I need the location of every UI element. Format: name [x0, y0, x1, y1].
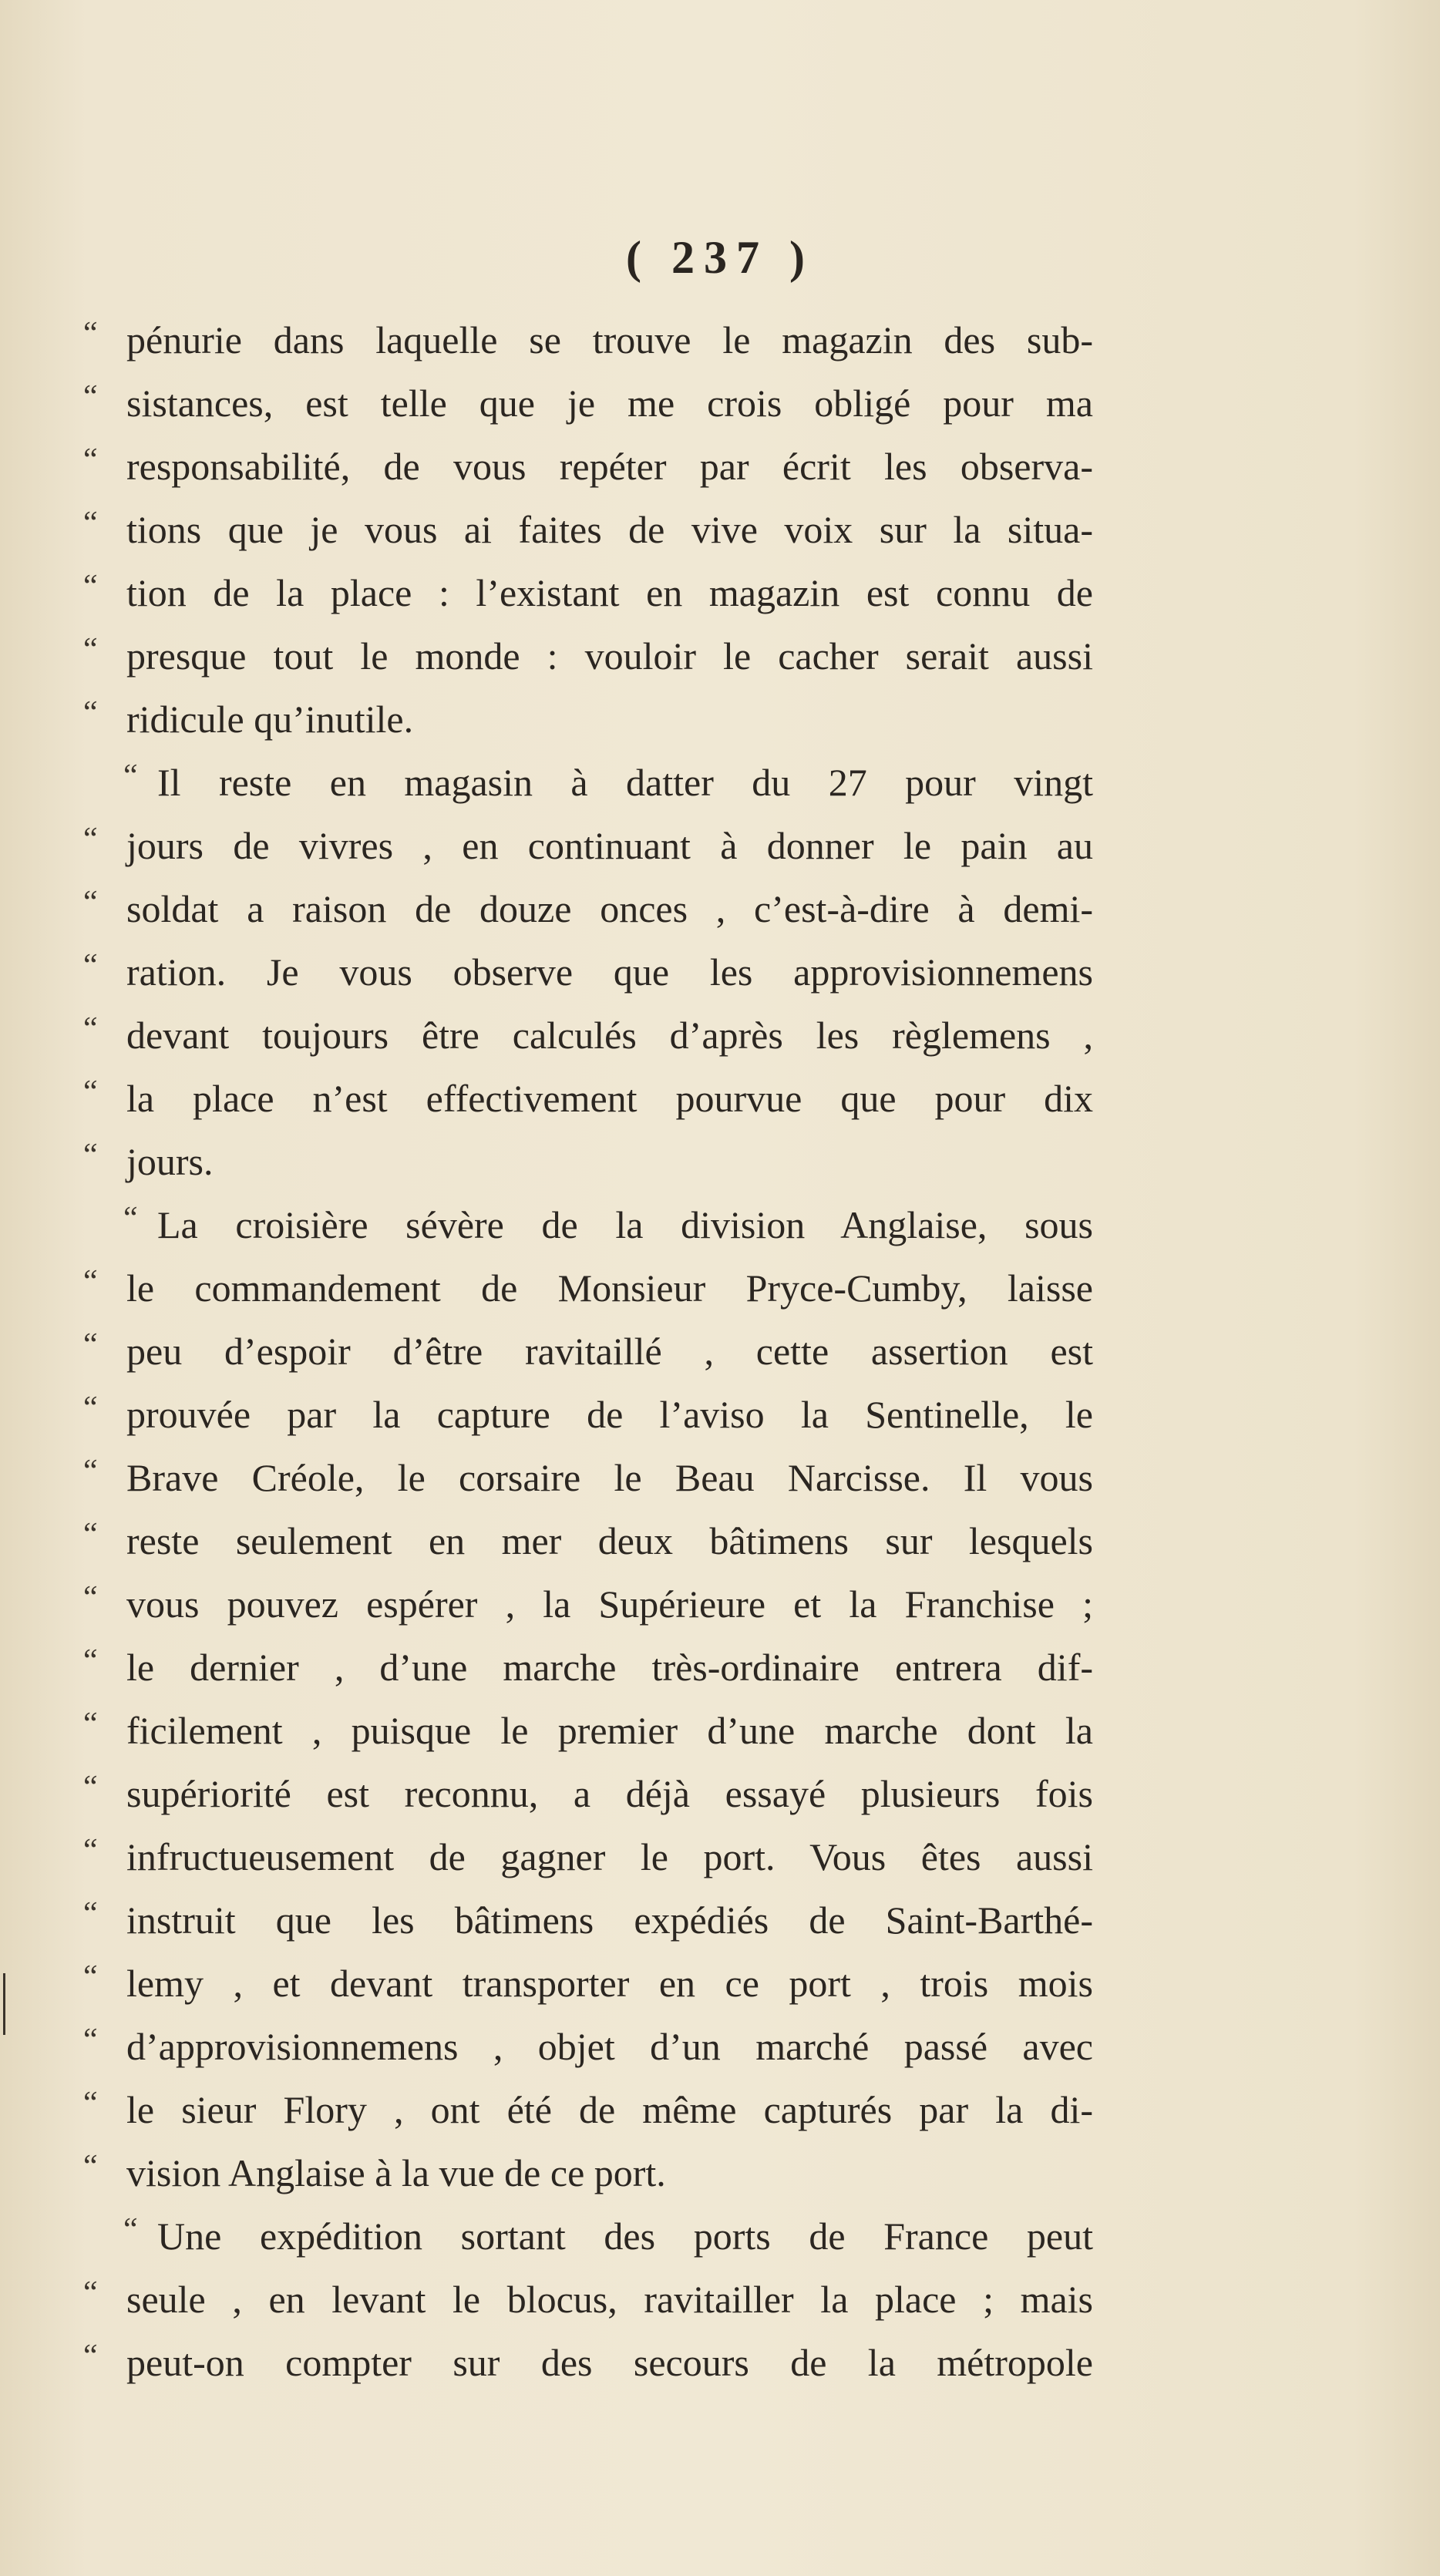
quotation-mark: “ [83, 632, 98, 668]
quotation-mark: “ [83, 442, 98, 478]
text-line [83, 2268, 1093, 2331]
text-line [83, 1825, 1093, 1888]
text-line [83, 1762, 1093, 1825]
quotation-mark: “ [83, 1011, 98, 1047]
text-line [83, 372, 1093, 435]
line-text: Une expédition sortant des ports de France peut [157, 2214, 1093, 2258]
quotation-mark: “ [83, 2339, 98, 2374]
line-text: la place n’est effectivement pourvue que pour dix [126, 1077, 1093, 1120]
text-line [83, 308, 1093, 372]
text-line [83, 1320, 1093, 1383]
quotation-mark: “ [83, 948, 98, 984]
quotation-mark: “ [83, 316, 98, 351]
text-line [83, 1572, 1093, 1636]
line-text: jours. [126, 1140, 214, 1183]
line-text: peut-on compter sur des secours de la métropole [126, 2341, 1093, 2384]
text-line [83, 751, 1093, 814]
text-line [83, 1509, 1093, 1572]
quotation-mark: “ [83, 2149, 98, 2184]
text-line [83, 1699, 1093, 1762]
quotation-mark: “ [83, 1959, 98, 1995]
line-text: La croisière sévère de la division Anglaise, sous [157, 1203, 1093, 1246]
text-line [83, 2078, 1093, 2141]
line-text: pénurie dans laquelle se trouve le magazin des sub- [126, 318, 1093, 362]
text-line [83, 1888, 1093, 1952]
line-text: ration. Je vous observe que les approvisionnemens [126, 950, 1093, 994]
text-line [83, 1446, 1093, 1509]
quotation-mark: “ [123, 758, 138, 794]
text-line [83, 2141, 1093, 2204]
text-line [83, 1952, 1093, 2015]
quotation-mark: “ [83, 1770, 98, 1805]
line-text: presque tout le monde : vouloir le cacher serait aussi [126, 634, 1093, 678]
quotation-mark: “ [83, 1074, 98, 1110]
line-text: supériorité est reconnu, a déjà essayé plusieurs fois [126, 1772, 1093, 1815]
text-line [83, 1004, 1093, 1067]
quotation-mark: “ [83, 1896, 98, 1932]
line-text: reste seulement en mer deux bâtimens sur lesquels [126, 1519, 1093, 1562]
page-number: ( 237 ) [626, 232, 814, 283]
line-text: Il reste en magasin à datter du 27 pour vingt [157, 761, 1093, 804]
quotation-mark: “ [83, 2275, 98, 2311]
text-line [83, 2331, 1093, 2394]
line-text: peu d’espoir d’être ravitaillé , cette assertion est [126, 1330, 1093, 1373]
quotation-mark: “ [83, 1454, 98, 1489]
text-line [83, 877, 1093, 940]
line-text: d’approvisionnemens , objet d’un marché passé avec [126, 2025, 1093, 2068]
quotation-mark: “ [83, 1264, 98, 1300]
line-text: le commandement de Monsieur Pryce-Cumby, laisse [126, 1266, 1093, 1310]
quotation-mark: “ [83, 379, 98, 415]
text-line [83, 624, 1093, 688]
line-text: instruit que les bâtimens expédiés de Saint-Barthé- [126, 1898, 1093, 1942]
quotation-mark: “ [83, 506, 98, 541]
text-line [83, 1256, 1093, 1320]
text-line [83, 498, 1093, 561]
line-text: vous pouvez espérer , la Supérieure et la Franchise ; [126, 1582, 1093, 1626]
quotation-mark: “ [83, 1327, 98, 1363]
quotation-mark: “ [83, 695, 98, 731]
quotation-mark: “ [83, 1643, 98, 1679]
quotation-mark: “ [83, 2023, 98, 2058]
text-line [83, 1383, 1093, 1446]
text-line [83, 561, 1093, 624]
text-line [83, 435, 1093, 498]
line-text: jours de vivres , en continuant à donner le pain au [126, 824, 1093, 867]
quotation-mark: “ [83, 885, 98, 920]
text-line [83, 814, 1093, 877]
text-line [83, 940, 1093, 1004]
quotation-mark: “ [83, 1138, 98, 1173]
line-text: le sieur Flory , ont été de même capturés par la di- [126, 2088, 1093, 2131]
quotation-mark: “ [83, 1580, 98, 1616]
line-text: prouvée par la capture de l’aviso la Sentinelle, le [126, 1393, 1093, 1436]
line-text: tions que je vous ai faites de vive voix sur la situa- [126, 508, 1093, 551]
line-text: infructueusement de gagner le port. Vous êtes aussi [126, 1835, 1093, 1878]
text-line [83, 2204, 1093, 2268]
line-text: responsabilité, de vous repéter par écrit les observa- [126, 445, 1093, 488]
margin-mark [3, 1973, 5, 2035]
quotation-mark: “ [83, 822, 98, 857]
line-text: devant toujours être calculés d’après les règlemens , [126, 1014, 1093, 1057]
line-text: Brave Créole, le corsaire le Beau Narcisse. Il vous [126, 1456, 1093, 1499]
quotation-mark: “ [83, 1833, 98, 1868]
quotation-mark: “ [83, 2086, 98, 2121]
line-text: sistances, est telle que je me crois obligé pour ma [126, 382, 1093, 425]
line-text: seule , en levant le blocus, ravitailler la place ; mais [126, 2278, 1093, 2321]
line-text: ficilement , puisque le premier d’une marche dont la [126, 1709, 1093, 1752]
text-line [83, 1193, 1093, 1256]
text-line [83, 1067, 1093, 1130]
line-text: soldat a raison de douze onces , c’est-à-dire à demi- [126, 887, 1093, 930]
line-text: ridicule qu’inutile. [126, 698, 414, 741]
quotation-mark: “ [83, 569, 98, 604]
line-text: lemy , et devant transporter en ce port , trois mois [126, 1962, 1093, 2005]
quotation-mark: “ [83, 1517, 98, 1552]
quotation-mark: “ [83, 1391, 98, 1426]
line-text: vision Anglaise à la vue de ce port. [126, 2151, 666, 2194]
line-text: le dernier , d’une marche très-ordinaire entrera dif- [126, 1646, 1093, 1689]
quotation-mark: “ [83, 1707, 98, 1742]
line-text: tion de la place : l’existant en magazin est connu de [126, 571, 1093, 614]
text-line [83, 1636, 1093, 1699]
text-line [83, 1130, 1093, 1193]
body-text [83, 308, 1093, 2394]
text-line [83, 2015, 1093, 2078]
text-line [83, 688, 1093, 751]
quotation-mark: “ [123, 1201, 138, 1236]
quotation-mark: “ [123, 2212, 138, 2248]
